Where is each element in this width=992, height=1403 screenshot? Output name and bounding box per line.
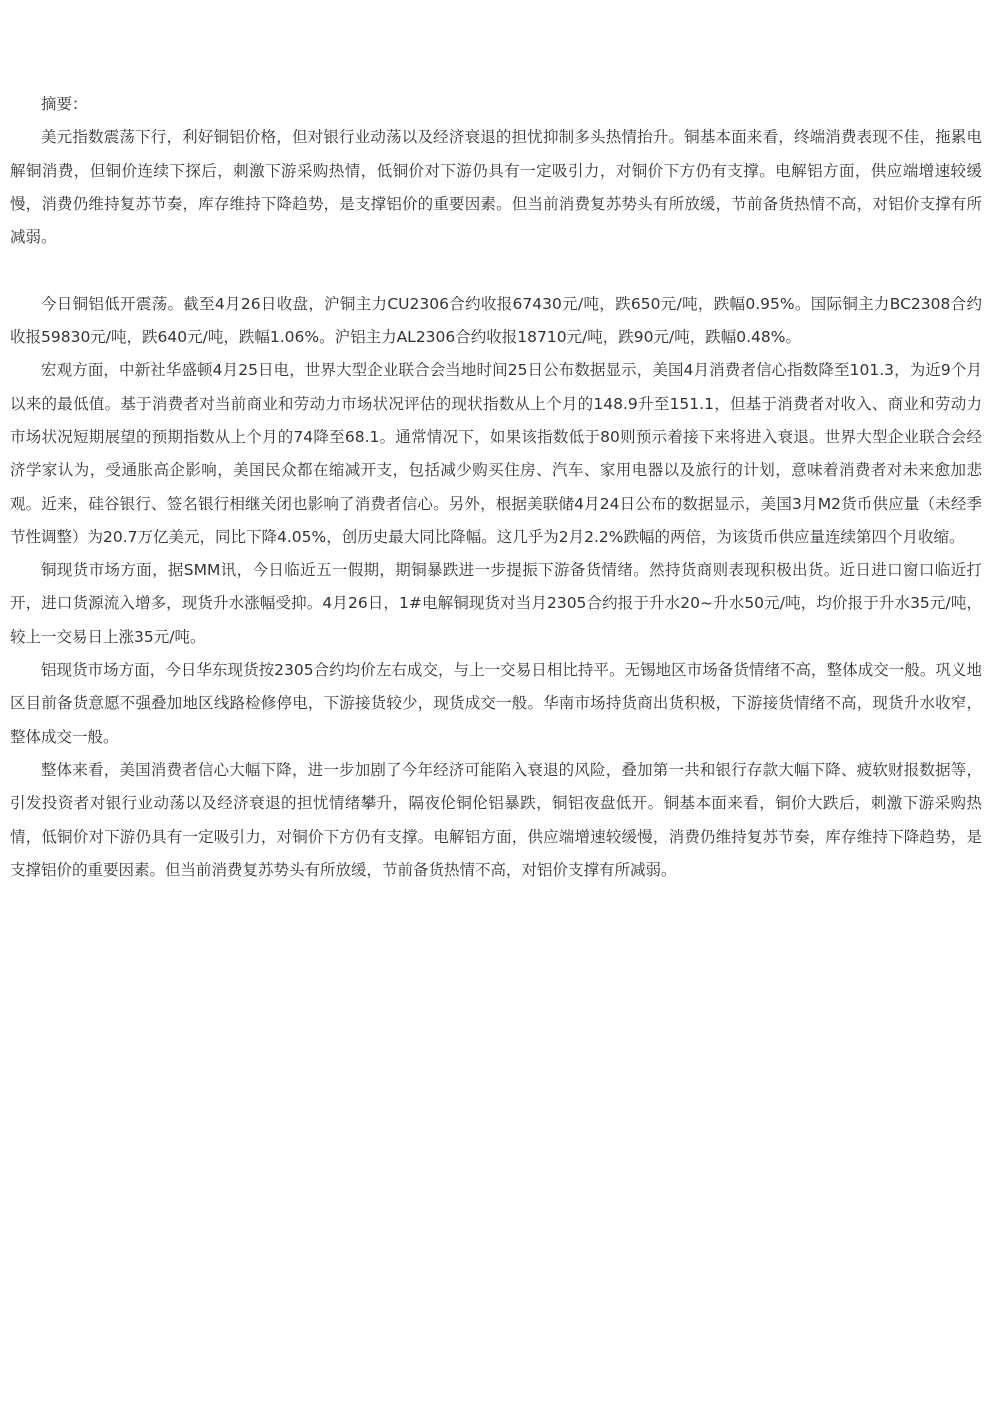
document-page	[10, 88, 982, 887]
macro-paragraph: 宏观方面，中新社华盛顿4月25日电，世界大型企业联合会当地时间25日公布数据显示，美国4月消费者信心指数降至101.3，为近9个月以来的最低值。基于消费者对当前商业和劳动力市场状况评估的现状指数从上个月的148.9升至151.1，但基于消费者对收入、商业和劳动力市场状况短期展望的预期指数从上个月的74降至68.1。通常情况下，如果该指数低于80则预示着接下来将进入衰退。世界大型企业联合会经济学家认为，受通胀高企影响，美国民众都在缩减开支，包括减少购买住房、汽车、家用电器以及旅行的计划，意味着消费者对未来愈加悲观。近来，硅谷银行、签名银行相继关闭也影响了消费者信心。另外，根据美联储4月24日公布的数据显示，美国3月M2货币供应量（未经季节性调整）为20.7万亿美元，同比下降4.05%，创历史最大同比降幅。这几乎为2月2.2%跌幅的两倍，为该货币供应量连续第四个月收缩。	[10, 361, 982, 546]
copper-spot-paragraph: 铜现货市场方面，据SMM讯，今日临近五一假期，期铜暴跌进一步提振下游备货情绪。然持货商则表现积极出货。近日进口窗口临近打开，进口货源流入增多，现货升水涨幅受抑。4月26日，1#电解铜现货对当月2305合约报于升水20~升水50元/吨，均价报于升水35元/吨，较上一交易日上涨35元/吨。	[10, 561, 982, 646]
summary-heading: 摘要：	[41, 95, 88, 113]
summary-paragraph: 美元指数震荡下行，利好铜铝价格，但对银行业动荡以及经济衰退的担忧抑制多头热情抬升。铜基本面来看，终端消费表现不佳，拖累电解铜消费，但铜价连续下探后，刺激下游采购热情，低铜价对下游仍具有一定吸引力，对铜价下方仍有支撑。电解铝方面，供应端增速较缓慢，消费仍维持复苏节奏，库存维持下降趋势，是支撑铝价的重要因素。但当前消费复苏势头有所放缓，节前备货热情不高，对铝价支撑有所减弱。	[10, 128, 982, 247]
aluminum-spot-paragraph: 铝现货市场方面，今日华东现货按2305合约均价左右成交，与上一交易日相比持平。无锡地区市场备货情绪不高，整体成交一般。巩义地区目前备货意愿不强叠加地区线路检修停电，下游接货较少，现货成交一般。华南市场持货商出货积极，下游接货情绪不高，现货升水收窄，整体成交一般。	[10, 661, 982, 746]
market-close-paragraph: 今日铜铝低开震荡。截至4月26日收盘，沪铜主力CU2306合约收报67430元/吨，跌650元/吨，跌幅0.95%。国际铜主力BC2308合约收报59830元/吨，跌640元/吨，跌幅1.06%。沪铝主力AL2306合约收报18710元/吨，跌90元/吨，跌幅0.48%。	[10, 294, 982, 347]
paragraph-gap	[10, 254, 982, 287]
overall-paragraph: 整体来看，美国消费者信心大幅下降，进一步加剧了今年经济可能陷入衰退的风险，叠加第一共和银行存款大幅下降、疲软财报数据等，引发投资者对银行业动荡以及经济衰退的担忧情绪攀升，隔夜伦铜伦铝暴跌，铜铝夜盘低开。铜基本面来看，铜价大跌后，刺激下游采购热情，低铜价对下游仍具有一定吸引力，对铜价下方仍有支撑。电解铝方面，供应端增速较缓慢，消费仍维持复苏节奏，库存维持下降趋势，是支撑铝价的重要因素。但当前消费复苏势头有所放缓，节前备货热情不高，对铝价支撑有所减弱。	[10, 760, 982, 879]
